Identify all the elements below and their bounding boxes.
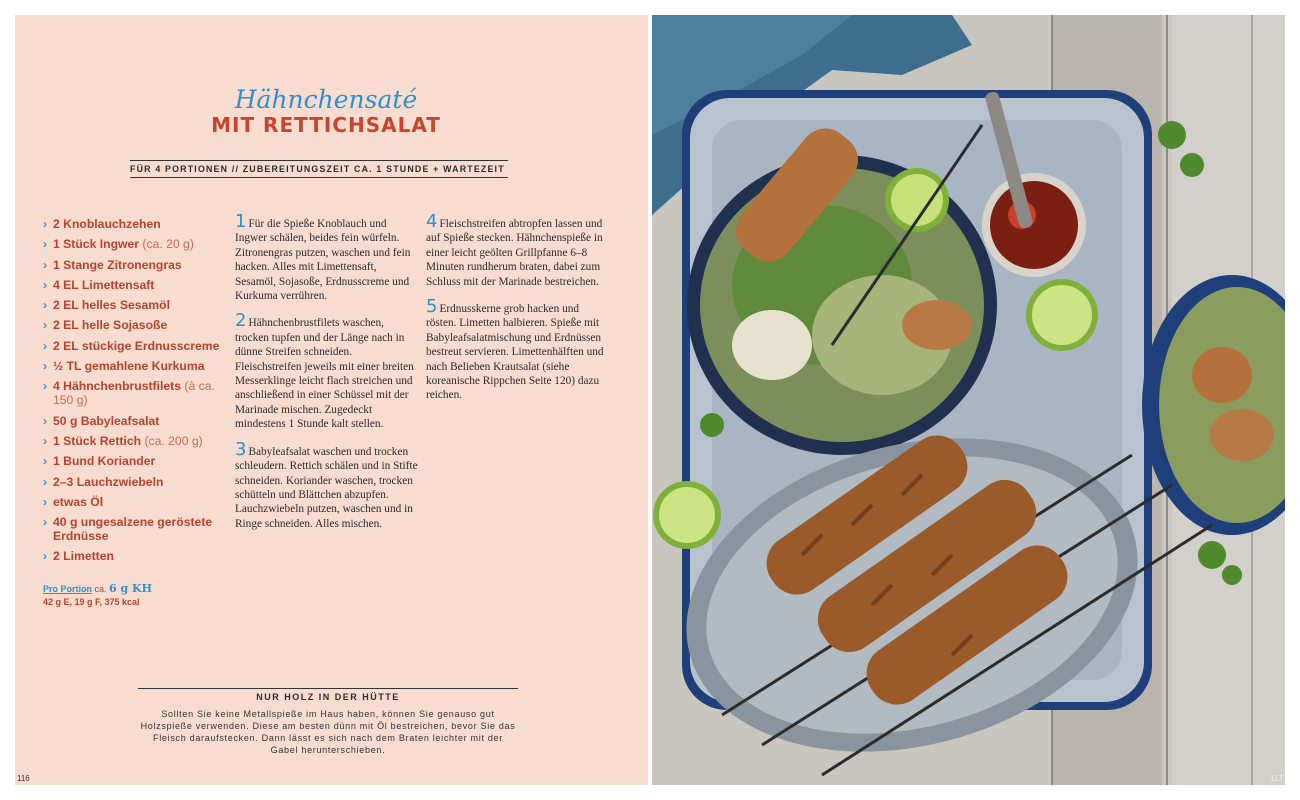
ingredient-item	[43, 217, 223, 231]
ingredient-text: 4 EL Limettensaft	[53, 277, 155, 292]
ingredient-item	[43, 298, 223, 312]
chevron-right-icon: ›	[43, 338, 48, 353]
ingredient-item	[43, 359, 223, 373]
ingredient-text: 2 Knoblauchzehen	[53, 217, 161, 231]
chevron-right-icon: ›	[43, 474, 48, 489]
tip-title: NUR HOLZ IN DER HÜTTE	[256, 692, 400, 702]
recipe-title-script: Hähnchensaté	[234, 85, 418, 114]
ingredient-text: 50 g Babyleafsalat	[53, 413, 160, 428]
steps-column-2	[426, 211, 611, 415]
chevron-right-icon: ›	[43, 494, 48, 509]
step-1	[235, 211, 420, 303]
portion-carbs: 6 g KH	[109, 582, 153, 595]
tip-body: Sollten Sie keine Metallspieße im Haus haben, können Sie genauso gut Holzspieße verwenden. Diese am besten dünn mit Öl bestreichen, bevor Sie das Fleisch daraufstecken. Dann lässt es sich nach dem Braten leichter mit der Gabel herunterschieben.	[140, 709, 516, 755]
step-number: 2	[235, 310, 247, 332]
ingredient-text: 2–3 Lauchzwiebeln	[53, 474, 164, 489]
ingredient-item	[43, 258, 223, 272]
step-text: Hähnchenbrustfilets waschen, trocken tupfen und der Länge nach in dünne Streifen schneiden. Fleischstreifen jeweils mit einer breiten Messerklinge leicht flach streichen und anschließend in einer Schüssel mit der Marinade mischen. Zugedeckt mindestens 1 Stunde kalt stellen.	[235, 317, 414, 431]
chevron-right-icon: ›	[43, 277, 48, 292]
ingredient-item	[43, 549, 223, 563]
step-text: Babyleafsalat waschen und trocken schleudern. Rettich schälen und in Stifte schneiden. Koriander waschen, trocken schütteln und Blättchen abzupfen. Lauchzwiebeln putzen, waschen und in Ringe schneiden. Alles mischen.	[235, 445, 418, 530]
ingredient-item	[43, 495, 223, 509]
portion-macros: 42 g E, 19 g F, 375 kcal	[43, 597, 140, 607]
chevron-right-icon: ›	[43, 433, 48, 448]
ingredient-item	[43, 339, 223, 353]
recipe-meta: FÜR 4 PORTIONEN // ZUBEREITUNGSZEIT CA. 1 STUNDE + WARTEZEIT	[130, 160, 508, 178]
chevron-right-icon: ›	[43, 257, 48, 272]
nutrition-info	[43, 582, 152, 607]
ingredient-text: 1 Bund Koriander	[53, 454, 156, 469]
page-number-right: 117	[1270, 774, 1283, 783]
ingredient-text: 40 g ungesalzene geröstete Erdnüsse	[53, 515, 213, 544]
ingredient-item	[43, 475, 223, 489]
ingredient-item	[43, 318, 223, 332]
step-5	[426, 296, 611, 403]
chevron-right-icon: ›	[43, 413, 48, 428]
chevron-right-icon: ›	[43, 359, 48, 374]
ingredient-text: ½ TL gemahlene Kurkuma	[53, 359, 205, 374]
step-text: Erdnusskerne grob hacken und rösten. Limetten halbieren. Spieße mit Babyleafsalatmischung und Erdnüssen bestreut servieren. Limettenhälften und nach Belieben Krautsalat (siehe koreanische Rippchen Seite 120) dazu reichen.	[426, 303, 604, 402]
steps-column-1	[235, 211, 420, 543]
page-number-left: 116	[17, 774, 30, 783]
step-number: 1	[235, 211, 247, 232]
ingredient-note: (à ca. 150 g)	[53, 379, 215, 408]
ingredient-text: 2 Limetten	[53, 549, 114, 564]
ingredient-text: 2 EL helle Sojasoße	[53, 318, 168, 333]
tip-box	[138, 688, 518, 756]
ingredient-note: (ca. 200 g)	[144, 433, 203, 448]
ingredient-item	[43, 434, 223, 448]
step-number: 3	[235, 438, 247, 460]
ingredient-note: (ca. 20 g)	[142, 237, 194, 252]
food-photo	[652, 15, 1285, 785]
chevron-right-icon: ›	[43, 298, 48, 313]
step-4	[426, 211, 611, 289]
food-photo-illustration	[652, 15, 1285, 785]
step-3	[235, 438, 420, 531]
ingredient-item	[43, 454, 223, 468]
ingredient-item	[43, 379, 223, 407]
step-number: 4	[426, 211, 438, 232]
ingredient-text: 2 EL helles Sesamöl	[53, 298, 170, 313]
step-2	[235, 310, 420, 431]
step-number: 5	[426, 296, 438, 318]
portion-ca: ca.	[94, 584, 107, 594]
ingredient-text: etwas Öl	[53, 494, 104, 509]
ingredient-item	[43, 237, 223, 251]
ingredient-list	[43, 217, 223, 570]
chevron-right-icon: ›	[43, 318, 48, 333]
chevron-right-icon: ›	[43, 454, 48, 469]
ingredient-text: 4 Hähnchenbrustfilets	[53, 379, 181, 394]
ingredient-text: 1 Stück Rettich	[53, 433, 142, 448]
ingredient-text: 1 Stange Zitronengras	[53, 257, 182, 272]
chevron-right-icon: ›	[43, 549, 48, 564]
chevron-right-icon: ›	[43, 515, 48, 530]
ingredient-text: 1 Stück Ingwer	[53, 237, 140, 252]
chevron-right-icon: ›	[43, 217, 48, 231]
ingredient-item	[43, 414, 223, 428]
chevron-right-icon: ›	[43, 379, 48, 394]
step-text: Für die Spieße Knoblauch und Ingwer schälen, beides fein würfeln. Zitronengras putzen, waschen und fein hacken. Alles mit Limettensaft, Sesamöl, Sojasoße, Erdnusscreme und Kurkuma verrühren.	[235, 218, 411, 303]
recipe-title-main: MIT RETTICHSALAT	[211, 113, 441, 137]
ingredient-item	[43, 515, 223, 543]
step-text: Fleischstreifen abtropfen lassen und auf Spieße stecken. Hähnchenspieße in einer leicht geölten Grillpfanne 6–8 Minuten rundherum braten, dabei zum Schluss mit der Marinade bestreichen.	[426, 218, 603, 288]
portion-label: Pro Portion	[43, 584, 92, 594]
chevron-right-icon: ›	[43, 237, 48, 252]
ingredient-item	[43, 278, 223, 292]
ingredient-text: 2 EL stückige Erdnusscreme	[53, 338, 220, 353]
